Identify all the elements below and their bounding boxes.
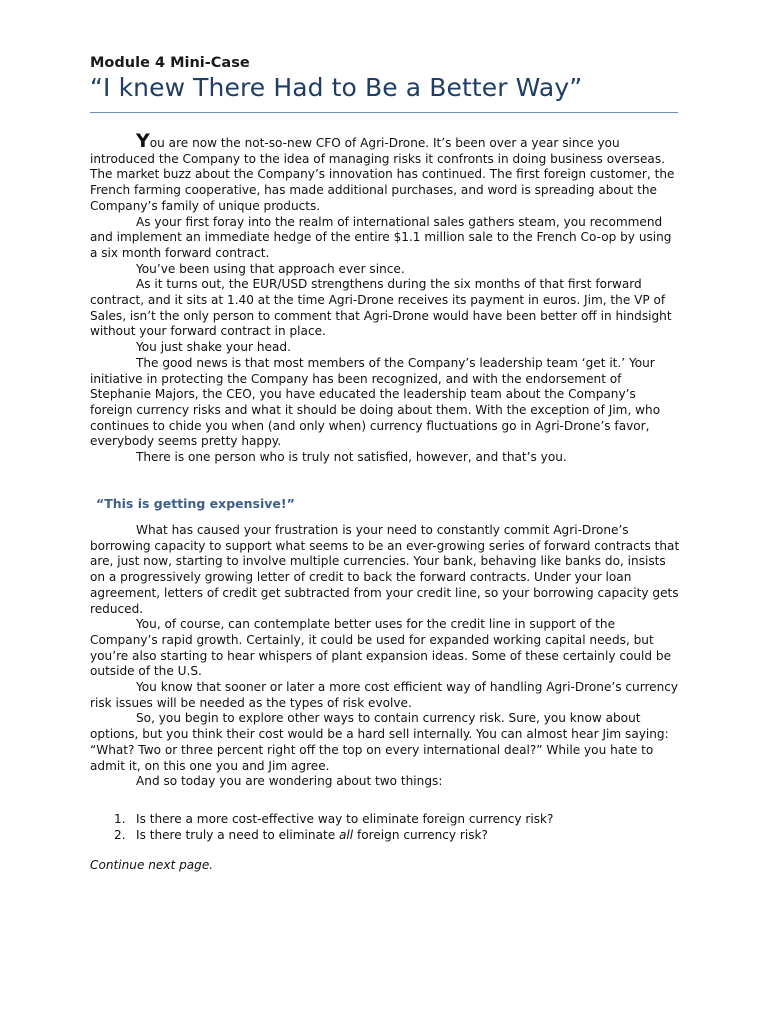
section-expensive bbox=[90, 523, 680, 790]
section-heading: “This is getting expensive!” bbox=[96, 496, 295, 511]
paragraph-10: You know that sooner or later a more cost efficient way of handling Agri-Drone’s currency risk issues will be needed as the types of risk evolve. bbox=[90, 680, 679, 710]
drop-cap: Y bbox=[136, 130, 150, 152]
section-intro bbox=[90, 130, 680, 466]
paragraph-12: And so today you are wondering about two things: bbox=[136, 774, 443, 789]
list-item: 2. Is there truly a need to eliminate all foreign currency risk? bbox=[114, 828, 488, 842]
paragraph-7: There is one person who is truly not satisfied, however, and that’s you. bbox=[136, 450, 567, 465]
paragraph-6: The good news is that most members of the Company’s leadership team ‘get it.’ Your initiative in protecting the Company has been recognized, and with the endorsement of Stephanie Majors, the CEO, you have educated the leadership team about the Company’s foreign currency risks and what it should be doing about them. With the exception of Jim, who continues to chide you when (and only when) currency fluctuations go in Agri-Drone’s favor, everybody seems pretty happy. bbox=[90, 355, 661, 449]
paragraph-8: What has caused your frustration is your need to constantly commit Agri-Drone’s borrowing capacity to support what seems to be an ever-growing series of forward contracts that are, just now, starting to involve multiple currencies. Your bank, behaving like banks do, insists on a progressively growing letter of credit to back the forward contracts. Under your loan agreement, letters of credit get subtracted from your credit line, so your borrowing capacity gets reduced. bbox=[90, 523, 680, 616]
paragraph-1: You are now the not-so-new CFO of Agri-Drone. It’s been over a year since you introduced the Company to the idea of managing risks it confronts in doing business overseas. The market buzz about the Company’s innovation has continued. The first foreign customer, the French farming cooperative, has made additional purchases, and word is spreading about the Company’s family of unique products. bbox=[90, 130, 675, 213]
paragraph-4: As it turns out, the EUR/USD strengthens during the six months of that first forward contract, and it sits at 1.40 at the time Agri-Drone receives its payment in euros. Jim, the VP of Sales, isn’t the only person to comment that Agri-Drone would have been better off in hindsight without your forward contract in place. bbox=[90, 277, 672, 339]
module-label: Module 4 Mini-Case bbox=[90, 55, 250, 71]
list-item: 1. Is there a more cost-effective way to eliminate foreign currency risk? bbox=[114, 812, 554, 826]
paragraph-2: As your first foray into the realm of international sales gathers steam, you recommend and implement an immediate hedge of the entire $1.1 million sale to the French Co-op by using a six month forward contract. bbox=[90, 214, 672, 260]
paragraph-3: You’ve been using that approach ever since. bbox=[136, 261, 405, 276]
paragraph-9: You, of course, can contemplate better uses for the credit line in support of the Company’s rapid growth. Certainly, it could be used for expanded working capital needs, but you’re also starting to hear whispers of plant expansion ideas. Some of these certainly could be outside of the U.S. bbox=[90, 617, 672, 679]
question-list bbox=[90, 811, 680, 843]
paragraph-11: So, you begin to explore other ways to contain currency risk. Sure, you know about options, but you think their cost would be a hard sell internally. You can almost hear Jim saying: “What? Two or three percent right off the top on every international deal?” While you hate to admit it, on this one you and Jim agree. bbox=[90, 711, 669, 773]
paragraph-5: You just shake your head. bbox=[136, 340, 291, 355]
title-divider bbox=[90, 112, 678, 113]
page-title: “I knew There Had to Be a Better Way” bbox=[90, 73, 583, 102]
continue-note: Continue next page. bbox=[90, 858, 214, 872]
